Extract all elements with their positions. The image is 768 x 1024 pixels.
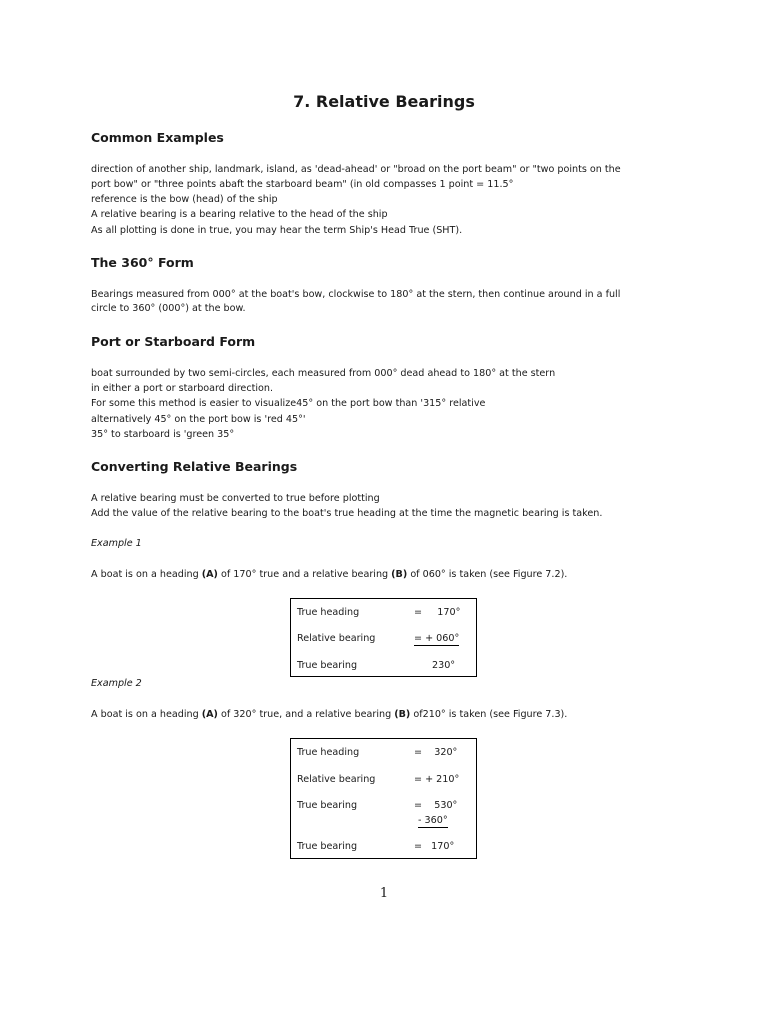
example-text: A boat is on a heading (A) of 170° true and a relative bearing (B) of 060° is taken (see Figure 7.2). (91, 569, 568, 580)
row-value: = 170° (414, 841, 455, 852)
row-label: True bearing (297, 841, 358, 852)
calculation-table (290, 598, 477, 677)
paragraph-line: A relative bearing is a bearing relative to the head of the ship (91, 209, 388, 220)
paragraph-line: port bow" or "three points abaft the starboard beam" (in old compasses 1 point = 11.5° (91, 179, 514, 190)
row-value: = + 210° (414, 774, 460, 785)
paragraph-line: As all plotting is done in true, you may hear the term Ship's Head True (SHT). (91, 225, 463, 236)
row-value: = 170° (414, 607, 461, 618)
section-heading-port-starboard: Port or Starboard Form (91, 334, 256, 349)
row-label: True heading (297, 607, 360, 618)
paragraph-line: circle to 360° (000°) at the bow. (91, 303, 246, 314)
paragraph-line: 35° to starboard is 'green 35° (91, 429, 235, 440)
example-label: Example 1 (91, 538, 142, 549)
paragraph-line: direction of another ship, landmark, island, as 'dead-ahead' or "broad on the port beam" or "two points on the (91, 164, 621, 175)
row-value: = 530° (414, 800, 458, 811)
paragraph-line: For some this method is easier to visualize45° on the port bow than '315° relative (91, 398, 486, 409)
calculation-table (290, 738, 477, 859)
page-title: 7. Relative Bearings (293, 92, 475, 111)
paragraph-line: in either a port or starboard direction. (91, 383, 274, 394)
marker-b: (B) (394, 709, 411, 720)
row-value: 230° (432, 660, 456, 671)
section-heading-common-examples: Common Examples (91, 130, 224, 145)
example-text: A boat is on a heading (A) of 320° true, and a relative bearing (B) of210° is taken (see Figure 7.3). (91, 709, 568, 720)
paragraph-line: A relative bearing must be converted to true before plotting (91, 493, 380, 504)
row-label: True heading (297, 747, 360, 758)
paragraph-line: Add the value of the relative bearing to the boat's true heading at the time the magnetic bearing is taken. (91, 508, 603, 519)
row-value: = 320° (414, 747, 458, 758)
paragraph-line: alternatively 45° on the port bow is 'red 45°' (91, 414, 306, 425)
row-label: True bearing (297, 660, 358, 671)
paragraph-line: reference is the bow (head) of the ship (91, 194, 278, 205)
marker-a: (A) (201, 569, 218, 580)
page-number: 1 (379, 886, 389, 901)
paragraph-line: Bearings measured from 000° at the boat's bow, clockwise to 180° at the stern, then continue around in a full (91, 289, 621, 300)
marker-a: (A) (201, 709, 218, 720)
section-heading-converting: Converting Relative Bearings (91, 459, 298, 474)
paragraph-line: boat surrounded by two semi-circles, each measured from 000° dead ahead to 180° at the stern (91, 368, 556, 379)
row-value: = + 060° (414, 633, 460, 644)
row-label: Relative bearing (297, 774, 376, 785)
row-value-subtract: - 360° (418, 815, 448, 826)
row-label: True bearing (297, 800, 358, 811)
marker-b: (B) (391, 569, 408, 580)
row-label: Relative bearing (297, 633, 376, 644)
example-label: Example 2 (91, 678, 142, 689)
section-heading-360-form: The 360° Form (91, 255, 194, 270)
